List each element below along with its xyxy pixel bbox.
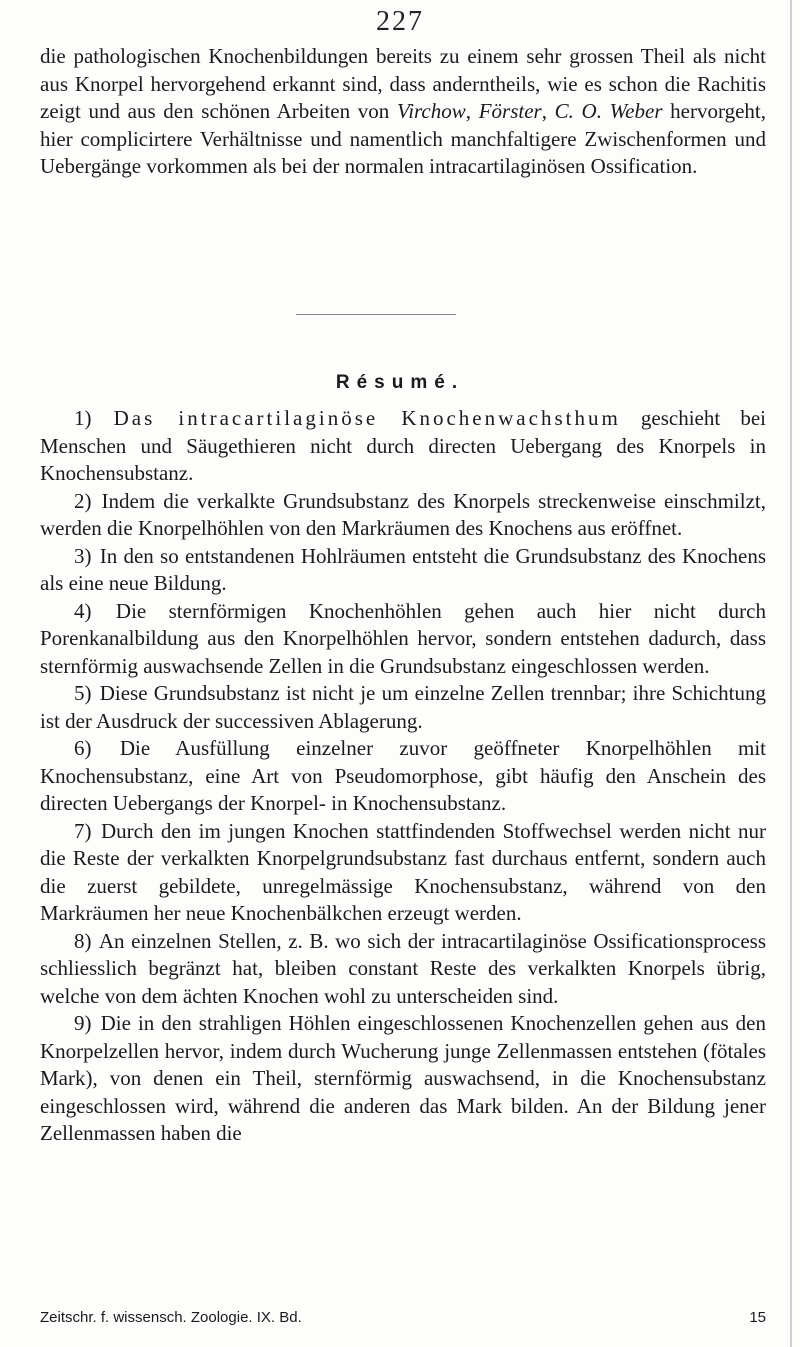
resume-point-2 [40, 488, 766, 543]
resume-point-8 [40, 928, 766, 1011]
point-text: In den so entstandenen Hohlräumen entsteht die Grundsubstanz des Knochens als eine neue Bildung. [40, 543, 766, 595]
intro-text [40, 43, 766, 181]
resume-point-3 [40, 543, 766, 598]
point-number: 8) [74, 928, 92, 953]
page-footer [40, 1309, 766, 1326]
intro-sep2: , [541, 99, 555, 123]
point-number: 2) [74, 488, 92, 513]
intro-part1: die pathologischen Knochenbildungen bereits zu einem sehr grossen Theil als nicht aus Knorpel hervorgehend erkannt sind, dass anderntheils, wie es schon die Rachitis zeigt und aus den schönen Arbeiten von [40, 44, 766, 123]
resume-point-6 [40, 735, 766, 818]
point-number: 5) [74, 681, 92, 705]
point-text: Indem die verkalkte Grundsubstanz des Knorpels streckenweise einschmilzt, werden die Knorpelhöhlen von den Markräumen des Knochens aus eröffnet. [40, 488, 766, 540]
point-text: Die in den strahligen Höhlen eingeschlossenen Knochenzellen gehen aus den Knorpelzellen hervor, indem durch Wucherung junge Zellenmassen entstehen (fötales Mark), von denen ein Theil, sternförmig auswachsend, in die Knochensubstanz eingeschlossen wird, während die anderen das Mark bilden. An der Bildung jener Zellenmassen haben die [40, 1011, 767, 1145]
resume-list [40, 405, 766, 1148]
point-number: 3) [74, 543, 92, 568]
point-number: 6) [74, 736, 92, 760]
resume-point-5 [40, 680, 766, 735]
resume-point-4 [40, 598, 766, 681]
signature-mark: 15 [749, 1309, 766, 1326]
point-text: Diese Grundsubstanz ist nicht je um einzelne Zellen trennbar; ihre Schichtung ist der Ausdruck der successiven Ablagerung. [40, 681, 767, 733]
journal-reference: Zeitschr. f. wissensch. Zoologie. IX. Bd. [40, 1309, 302, 1326]
page-edge [790, 0, 792, 1347]
resume-point-1 [40, 405, 766, 488]
point-text: Die sternförmigen Knochenhöhlen gehen auch hier nicht durch Porenkanalbildung aus den Knorpelhöhlen hervor, sondern entstehen dadurch, dass sternförmig auswachsende Zellen in die Grundsubstanz eingeschlossen werden. [40, 598, 766, 678]
section-divider [296, 314, 456, 315]
resume-point-7 [40, 818, 766, 928]
resume-point-9 [40, 1010, 766, 1148]
point-text: Durch den im jungen Knochen stattfindenden Stoffwechsel werden nicht nur die Reste der verkalkten Knorpelgrundsubstanz fast durchaus entfernt, sondern auch die zuerst gebildete, unregelmässige Knochensubstanz, während von den Markräumen her neue Knochenbälkchen erzeugt werden. [40, 818, 767, 925]
author-foerster: Förster [478, 99, 542, 123]
author-weber: C. O. Weber [554, 99, 663, 123]
point-number: 4) [74, 598, 92, 623]
point-text: Die Ausfüllung einzelner zuvor geöffneter Knorpelhöhlen mit Knochensubstanz, eine Art von Pseudomorphose, gibt häufig den Anschein des directen Uebergangs der Knorpel- in Knochensubstanz. [40, 736, 767, 815]
point-emphasis: Das intracartilaginöse Knochenwachsthum [113, 406, 621, 430]
point-number: 9) [74, 1011, 92, 1035]
intro-part2: hervorgeht, hier complicirtere Verhältnisse und namentlich manchfaltigere Zwischenformen und Uebergänge vorkommen als bei der normalen intracartilaginösen Ossification. [40, 99, 767, 178]
point-number: 1) [74, 406, 92, 430]
page-number: 227 [376, 6, 424, 37]
point-text: An einzelnen Stellen, z. B. wo sich der intracartilaginöse Ossificationsprocess schliesslich begränzt hat, bleiben constant Reste des verkalkten Knorpels übrig, welche von dem ächten Knochen wohl zu unterscheiden sind. [40, 928, 767, 1008]
point-text: geschieht bei Menschen und Säugethieren nicht durch directen Uebergang des Knorpels in Knochensubstanz. [40, 406, 766, 485]
intro-paragraph [40, 43, 766, 181]
author-virchow: Virchow [396, 99, 466, 123]
resume-heading: Résumé. [335, 372, 465, 393]
point-number: 7) [74, 818, 92, 843]
intro-sep1: , [465, 99, 479, 123]
